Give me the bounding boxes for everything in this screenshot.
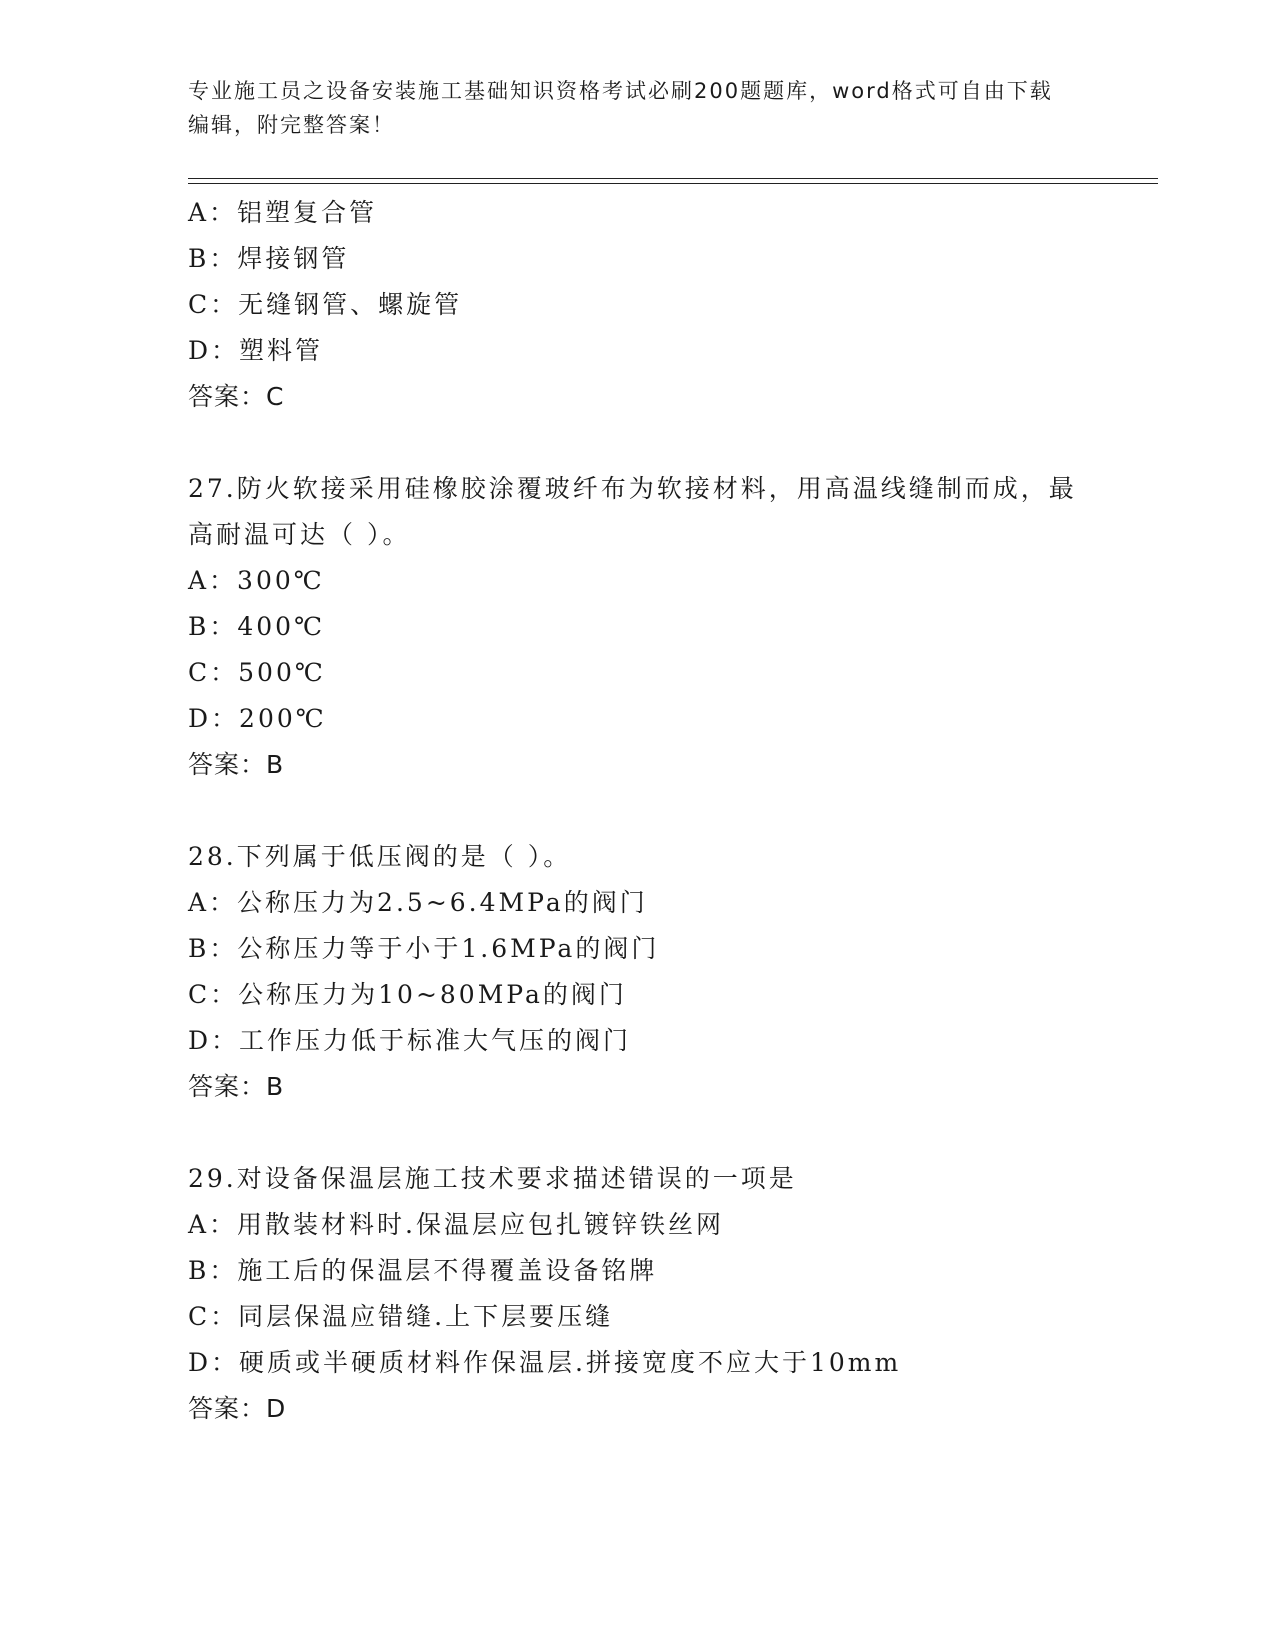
option-d: D：硬质或半硬质材料作保温层.拼接宽度不应大于10mm: [188, 1348, 902, 1377]
option-a: A：300℃: [188, 566, 325, 595]
question-block: [188, 466, 1088, 788]
option-b: B：公称压力等于小于1.6MPa的阀门: [188, 934, 660, 963]
question-block: [188, 834, 1088, 1110]
option-d: D：塑料管: [188, 336, 324, 365]
option-c: C：同层保温应错缝.上下层要压缝: [188, 1302, 614, 1331]
question-list: [188, 190, 1088, 1432]
spacer: [188, 788, 1088, 834]
question-text: 28.下列属于低压阀的是（ ）。: [188, 842, 572, 871]
option-c: C：500℃: [188, 658, 326, 687]
answer-line: 答案：B: [188, 750, 285, 779]
option-c: C：无缝钢管、螺旋管: [188, 290, 463, 319]
spacer: [188, 1110, 1088, 1156]
header-rule-top: [188, 178, 1158, 179]
option-d: D：200℃: [188, 704, 327, 733]
option-b: B：400℃: [188, 612, 326, 641]
option-a: A：铝塑复合管: [188, 198, 378, 227]
option-b: B：焊接钢管: [188, 244, 350, 273]
answer-line: 答案：C: [188, 382, 285, 411]
question-text: 29.对设备保温层施工技术要求描述错误的一项是: [188, 1164, 797, 1193]
option-c: C：公称压力为10~80MPa的阀门: [188, 980, 627, 1009]
option-b: B：施工后的保温层不得覆盖设备铭牌: [188, 1256, 658, 1285]
answer-line: 答案：B: [188, 1072, 285, 1101]
option-a: A：公称压力为2.5~6.4MPa的阀门: [188, 888, 648, 917]
spacer: [188, 420, 1088, 466]
option-d: D：工作压力低于标准大气压的阀门: [188, 1026, 632, 1055]
header-rule-bottom: [188, 183, 1158, 184]
question-text: 27.防火软接采用硅橡胶涂覆玻纤布为软接材料，用高温线缝制而成，最高耐温可达（ ）。: [188, 474, 1077, 549]
option-a: A：用散装材料时.保温层应包扎镀锌铁丝网: [188, 1210, 725, 1239]
answer-line: 答案：D: [188, 1394, 287, 1423]
question-block: [188, 190, 1088, 420]
document-header: 专业施工员之设备安装施工基础知识资格考试必刷200题题库，word格式可自由下载编辑，附完整答案！: [188, 79, 1053, 137]
question-block: [188, 1156, 1088, 1432]
